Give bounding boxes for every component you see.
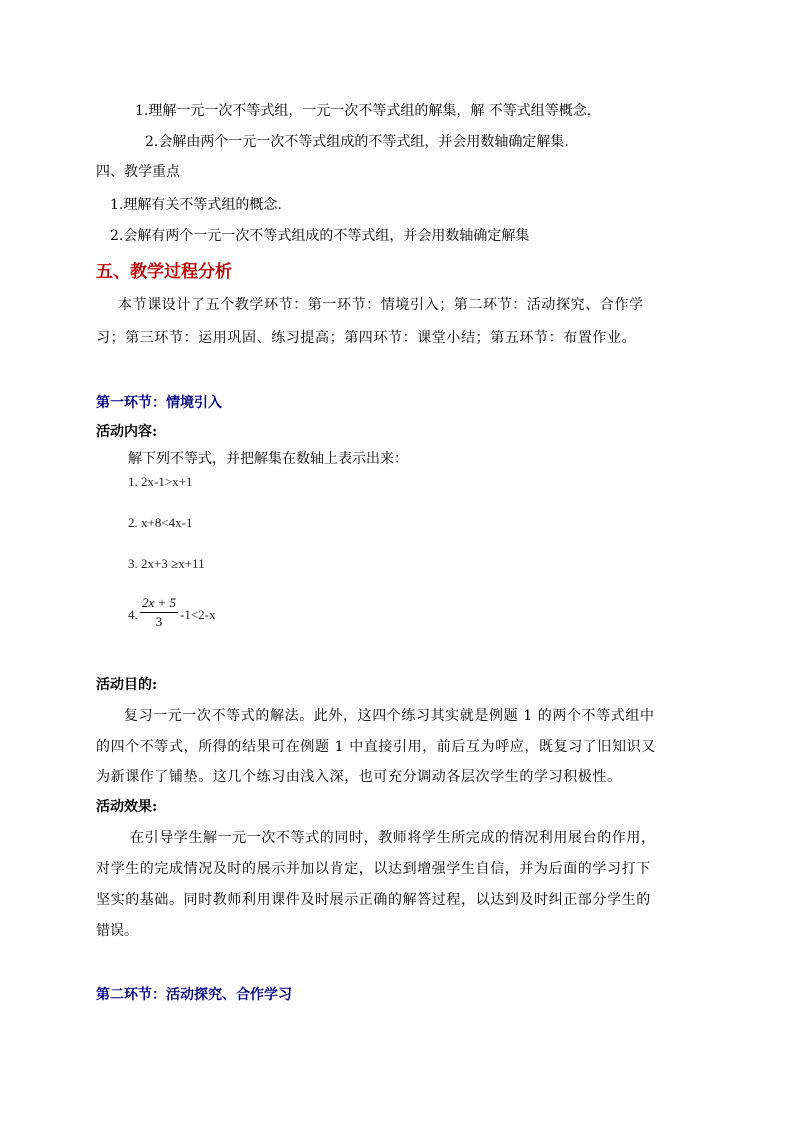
activity-purpose-line-1: 复习一元一次不等式的解法。此外，这四个练习其实就是例题 1 的两个不等式组中	[124, 708, 655, 724]
stage-2-heading: 第二环节：活动探究、合作学习	[96, 987, 292, 1003]
activity-effect-line-1: 在引导学生解一元一次不等式的同时，教师将学生所完成的情况利用展台的作用，	[130, 830, 656, 846]
key-points-heading: 四、教学重点	[96, 164, 180, 180]
exercise-4-fraction	[140, 595, 178, 630]
key-point-item-2: 2.会解有两个一元一次不等式组成的不等式组，并会用数轴确定解集	[110, 228, 530, 244]
activity-purpose-label: 活动目的:	[96, 677, 158, 693]
activity-content-label: 活动内容:	[96, 424, 158, 440]
activity-purpose-line-2: 的四个不等式，所得的结果可在例题 1 中直接引用，前后互为呼应，既复习了旧知识又	[96, 739, 656, 755]
exercise-4-denominator: 3	[155, 614, 163, 629]
exercise-4-suffix: -1<2-x	[180, 607, 216, 622]
exercise-3: 3. 2x+3 ≥x+11	[128, 556, 205, 571]
exercise-4-numerator: 2x + 5	[140, 595, 178, 613]
activity-effect-line-2: 对学生的完成情况及时的展示并加以肯定，以达到增强学生自信，并为后面的学习打下	[96, 861, 651, 877]
activity-effect-label: 活动效果:	[96, 799, 158, 815]
activity-effect-line-4: 错误。	[96, 923, 138, 939]
activity-content-text: 解下列不等式，并把解集在数轴上表示出来：	[128, 451, 408, 467]
stage-1-heading: 第一环节：情境引入	[96, 395, 222, 411]
activity-effect-line-3: 坚实的基础。同时教师利用课件及时展示正确的解答过程，以达到及时纠正部分学生的	[96, 892, 651, 908]
activity-purpose-line-3: 为新课作了铺垫。这几个练习由浅入深，也可充分调动各层次学生的学习积极性。	[96, 769, 622, 785]
objective-item-1: 1.理解一元一次不等式组，一元一次不等式组的解集，解 不等式组等概念.	[135, 103, 592, 119]
process-intro-line-1: 本节课设计了五个教学环节：第一环节：情境引入；第二环节：活动探究、合作学	[118, 297, 644, 313]
process-intro-line-2: 习；第三环节：运用巩固、练习提高；第四环节：课堂小结；第五环节：布置作业。	[96, 330, 637, 346]
objective-item-2: 2.会解由两个一元一次不等式组成的不等式组，并会用数轴确定解集.	[145, 134, 569, 150]
exercise-1: 1. 2x-1>x+1	[128, 474, 193, 489]
exercise-2: 2. x+8<4x-1	[128, 515, 193, 530]
exercise-4-prefix: 4.	[128, 607, 138, 622]
key-point-item-1: 1.理解有关不等式组的概念.	[110, 197, 282, 213]
process-heading: 五、教学过程分析	[96, 262, 232, 282]
